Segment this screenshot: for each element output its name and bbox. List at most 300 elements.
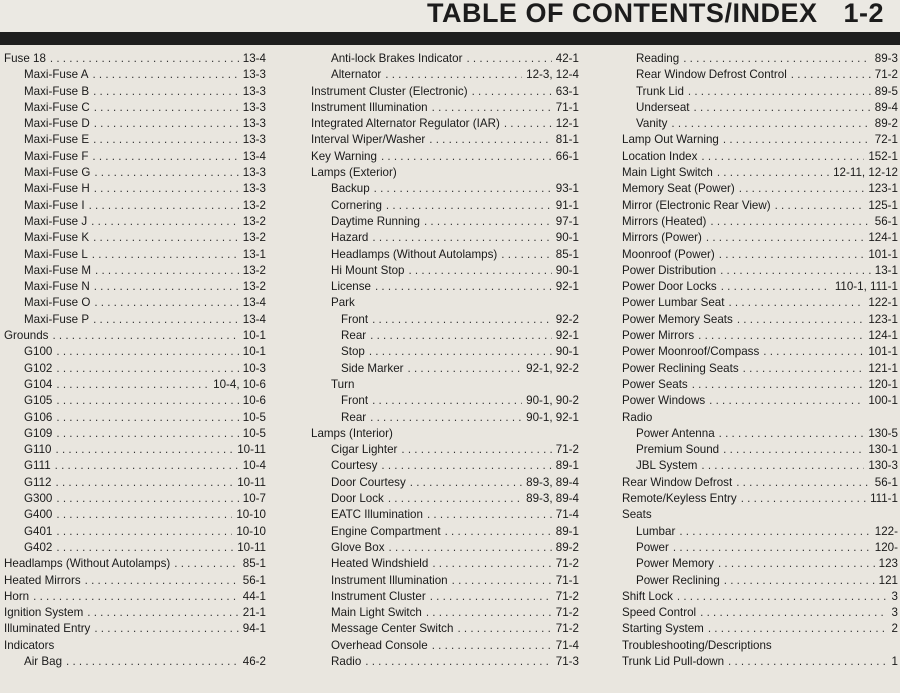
dot-leader [174, 556, 239, 572]
entry-page: 93-1 [555, 182, 579, 196]
dot-leader [426, 605, 552, 621]
entry-page: 71-2 [555, 589, 579, 603]
entry-label: Headlamps (Without Autolamps) [4, 557, 171, 571]
entry-page: 100-1 [868, 394, 898, 408]
entry-page: 85-1 [242, 557, 266, 571]
entry-label: Power Windows [622, 394, 706, 408]
entry-label: G402 [24, 540, 53, 554]
entry-page: 89-1 [555, 524, 579, 538]
dot-leader [791, 67, 871, 83]
dot-leader [430, 589, 552, 605]
entry-page: 71-2 [555, 622, 579, 636]
entry-page: 10-7 [242, 492, 266, 506]
entry-label: EATC Illumination [331, 508, 423, 522]
index-entry [4, 605, 266, 621]
entry-label: Power Memory Seats [622, 312, 733, 326]
entry-page: 3 [891, 589, 898, 603]
entry-page: 10-5 [242, 410, 266, 424]
dot-leader [92, 247, 239, 263]
dot-leader [671, 116, 870, 132]
index-entry [4, 589, 266, 605]
entry-page: 120-1 [868, 377, 898, 391]
entry-page: 2 [891, 622, 898, 636]
entry-page: 13-1 [242, 247, 266, 261]
entry-page: 13-1 [874, 263, 898, 277]
entry-label: Stop [341, 345, 365, 359]
index-entry [4, 51, 266, 67]
entry-label: Hazard [331, 231, 369, 245]
dot-leader [701, 458, 864, 474]
index-entry [4, 377, 266, 393]
entry-label: G100 [24, 345, 53, 359]
entry-page: 89-4 [874, 100, 898, 114]
dot-leader [50, 51, 239, 67]
dot-leader [92, 67, 238, 83]
entry-label: G106 [24, 410, 53, 424]
entry-label: G102 [24, 361, 53, 375]
index-entry [622, 295, 898, 311]
dot-leader [388, 491, 522, 507]
entry-page: 121 [878, 573, 898, 587]
entry-page: 90-1 [555, 231, 579, 245]
entry-label: G109 [24, 426, 53, 440]
dot-leader [706, 230, 864, 246]
dot-leader [775, 198, 865, 214]
index-entry [622, 491, 898, 507]
entry-label: Main Light Switch [331, 606, 422, 620]
dot-leader [92, 149, 238, 165]
index-entry [4, 458, 266, 474]
index-entry [4, 524, 266, 540]
index-entry [622, 442, 898, 458]
entry-page: 123 [878, 557, 898, 571]
entry-page: 13-3 [242, 68, 266, 82]
entry-page: 92-1 [555, 280, 579, 294]
entry-page: 130-1 [868, 443, 898, 457]
entry-label: Front [341, 312, 369, 326]
entry-label: Rear Window Defrost [622, 475, 733, 489]
entry-label: Lamps (Interior) [311, 426, 393, 440]
entry-label: Location Index [622, 149, 698, 163]
index-entry [4, 475, 266, 491]
dot-leader [91, 214, 239, 230]
entry-page: 89-3, 89-4 [526, 492, 579, 506]
entry-label: Hi Mount Stop [331, 263, 405, 277]
index-entry [4, 556, 266, 572]
entry-label: Overhead Console [331, 638, 428, 652]
entry-page: 12-11, 12-12 [833, 166, 898, 180]
entry-label: Backup [331, 182, 370, 196]
index-entry [311, 312, 579, 328]
index-entry [622, 149, 898, 165]
index-entry [622, 361, 898, 377]
index-entry [311, 263, 579, 279]
dot-leader [737, 312, 865, 328]
entry-label: Maxi-Fuse K [24, 231, 90, 245]
entry-page: 10-3 [242, 361, 266, 375]
entry-label: Mirrors (Power) [622, 231, 702, 245]
entry-label: Moonroof (Power) [622, 247, 715, 261]
entry-label: Front [341, 394, 369, 408]
dot-leader [718, 556, 875, 572]
entry-label: Radio [331, 654, 362, 668]
entry-label: Illuminated Entry [4, 622, 91, 636]
entry-label: Park [331, 296, 355, 310]
dot-leader [381, 458, 551, 474]
dot-leader [432, 100, 552, 116]
entry-page: 89-2 [555, 540, 579, 554]
entry-label: Remote/Keyless Entry [622, 492, 737, 506]
index-entry [311, 51, 579, 67]
index-entry [311, 621, 579, 637]
entry-page: 10-10 [236, 524, 266, 538]
entry-label: Maxi-Fuse H [24, 182, 90, 196]
index-entry [622, 475, 898, 491]
index-entry [311, 328, 579, 344]
dot-leader [94, 100, 239, 116]
entry-label: Maxi-Fuse L [24, 247, 88, 261]
index-entry [311, 589, 579, 605]
entry-label: Troubleshooting/Descriptions [622, 638, 772, 652]
index-entry [622, 100, 898, 116]
index-entry [311, 361, 579, 377]
entry-label: Lamps (Exterior) [311, 166, 397, 180]
dot-leader [679, 524, 870, 540]
entry-label: Interval Wiper/Washer [311, 133, 426, 147]
dot-leader [372, 312, 552, 328]
index-entry [311, 279, 579, 295]
entry-page: 152-1 [868, 149, 898, 163]
entry-label: Radio [622, 410, 653, 424]
index-entry [4, 116, 266, 132]
entry-page: 123-1 [868, 312, 898, 326]
index-entry [4, 410, 266, 426]
entry-label: Glove Box [331, 540, 385, 554]
dot-leader [710, 214, 870, 230]
dot-leader [701, 149, 864, 165]
dot-leader [89, 198, 239, 214]
dot-leader [719, 426, 865, 442]
index-entry [4, 621, 266, 637]
entry-label: Power Reclining [636, 573, 720, 587]
entry-label: Power Memory [636, 557, 714, 571]
index-entry [4, 295, 266, 311]
index-entry [311, 295, 579, 311]
entry-page: 10-1 [242, 345, 266, 359]
dot-leader [724, 573, 875, 589]
entry-label: Door Lock [331, 492, 384, 506]
entry-page: 10-5 [242, 426, 266, 440]
entry-page: 90-1 [555, 263, 579, 277]
entry-label: Seats [622, 508, 652, 522]
entry-label: Anti-lock Brakes Indicator [331, 52, 463, 65]
index-entry [622, 67, 898, 83]
index-entry [4, 312, 266, 328]
dot-leader [466, 51, 551, 67]
entry-page: 89-5 [874, 84, 898, 98]
index-entry [311, 149, 579, 165]
entry-label: Speed Control [622, 606, 697, 620]
entry-page: 89-3, 89-4 [526, 475, 579, 489]
entry-label: Maxi-Fuse O [24, 296, 91, 310]
entry-page: 130-3 [868, 459, 898, 473]
entry-label: Headlamps (Without Autolamps) [331, 247, 498, 261]
entry-label: Power Seats [622, 377, 688, 391]
entry-label: Heated Mirrors [4, 573, 81, 587]
dot-leader [56, 507, 232, 523]
title-text: TABLE OF CONTENTS/INDEX [426, 0, 818, 28]
entry-label: Indicators [4, 638, 55, 652]
entry-page: 13-3 [242, 166, 266, 180]
index-entry [4, 328, 266, 344]
entry-page: 13-2 [242, 214, 266, 228]
entry-page: 90-1, 90-2 [526, 394, 579, 408]
dot-leader [56, 344, 238, 360]
entry-page: 71-1 [555, 100, 579, 114]
entry-label: License [331, 280, 371, 294]
entry-page: 56-1 [874, 214, 898, 228]
entry-label: Premium Sound [636, 443, 720, 457]
entry-label: Maxi-Fuse C [24, 100, 90, 114]
index-entry [311, 540, 579, 556]
index-entry [622, 214, 898, 230]
entry-page: 12-3, 12-4 [526, 68, 579, 82]
dot-leader [55, 458, 239, 474]
index-entry [311, 410, 579, 426]
index-entry [4, 165, 266, 181]
dot-leader [445, 524, 552, 540]
dot-leader [720, 263, 871, 279]
entry-label: Shift Lock [622, 589, 673, 603]
entry-page: 13-4 [242, 312, 266, 326]
index-entry [311, 573, 579, 589]
entry-label: Power Door Locks [622, 280, 717, 294]
entry-page: 81-1 [555, 133, 579, 147]
index-column-2 [311, 51, 579, 670]
dot-leader [683, 51, 871, 67]
entry-page: 125-1 [868, 198, 898, 212]
entry-label: Maxi-Fuse J [24, 214, 88, 228]
entry-label: Daytime Running [331, 214, 420, 228]
dot-leader [501, 247, 552, 263]
entry-page: 123-1 [868, 182, 898, 196]
index-entry [4, 149, 266, 165]
index-entry [622, 84, 898, 100]
entry-page: 71-3 [555, 654, 579, 668]
entry-page: 10-11 [237, 475, 266, 489]
entry-label: Rear Window Defrost Control [636, 68, 787, 82]
index-entry [622, 263, 898, 279]
dot-leader [763, 344, 864, 360]
index-entry [622, 132, 898, 148]
index-entry [622, 556, 898, 572]
dot-leader [85, 573, 239, 589]
dot-leader [56, 426, 238, 442]
entry-page: 124-1 [868, 231, 898, 245]
entry-page: 101-1 [868, 345, 898, 359]
entry-label: Power Distribution [622, 263, 717, 277]
entry-page: 124-1 [868, 329, 898, 343]
dot-leader [95, 263, 239, 279]
dot-leader [87, 605, 239, 621]
dot-leader [692, 377, 865, 393]
index-entry [4, 198, 266, 214]
page-header [0, 0, 900, 32]
entry-page: 101-1 [868, 247, 898, 261]
entry-page: 130-5 [868, 426, 898, 440]
dot-leader [429, 132, 552, 148]
index-entry [311, 247, 579, 263]
entry-label: Side Marker [341, 361, 404, 375]
index-entry [622, 638, 898, 654]
entry-label: Instrument Cluster (Electronic) [311, 84, 468, 98]
index-entry [622, 458, 898, 474]
index-entry [622, 621, 898, 637]
entry-label: Power Mirrors [622, 329, 695, 343]
index-entry [4, 361, 266, 377]
dot-leader [743, 361, 865, 377]
dot-leader [386, 198, 552, 214]
index-entry [311, 442, 579, 458]
dot-leader [673, 540, 871, 556]
index-entry [311, 230, 579, 246]
dot-leader [688, 84, 871, 100]
entry-page: 89-2 [874, 117, 898, 131]
dot-leader [56, 410, 238, 426]
entry-page: 10-6 [242, 394, 266, 408]
entry-page: 13-3 [242, 84, 266, 98]
entry-page: 89-3 [874, 52, 898, 65]
index-entry [4, 540, 266, 556]
dot-leader [56, 491, 238, 507]
entry-page: 71-2 [555, 557, 579, 571]
entry-page: 13-2 [242, 231, 266, 245]
entry-page: 21-1 [242, 606, 266, 620]
entry-label: Lamp Out Warning [622, 133, 719, 147]
entry-label: Power Moonroof/Compass [622, 345, 760, 359]
dot-leader [94, 295, 238, 311]
index-entry [622, 344, 898, 360]
entry-label: Mirrors (Heated) [622, 214, 707, 228]
entry-label: Cigar Lighter [331, 443, 398, 457]
dot-leader [424, 214, 552, 230]
entry-label: Instrument Illumination [331, 573, 448, 587]
index-entry [622, 328, 898, 344]
entry-label: JBL System [636, 459, 698, 473]
entry-label: Main Light Switch [622, 166, 713, 180]
index-entry [622, 198, 898, 214]
entry-label: Maxi-Fuse G [24, 166, 91, 180]
entry-label: Maxi-Fuse I [24, 198, 85, 212]
entry-label: Rear [341, 329, 367, 343]
index-entry [622, 165, 898, 181]
index-entry [622, 377, 898, 393]
dot-leader [94, 279, 239, 295]
dot-leader [728, 654, 888, 670]
entry-label: Horn [4, 589, 30, 603]
index-entry [4, 263, 266, 279]
entry-page: 72-1 [874, 133, 898, 147]
entry-label: Lumbar [636, 524, 676, 538]
index-entry [4, 230, 266, 246]
dot-leader [694, 100, 871, 116]
index-entry [311, 654, 579, 670]
index-column-3 [622, 51, 898, 670]
index-entry [311, 181, 579, 197]
entry-page: 10-4, 10-6 [213, 377, 266, 391]
index-entry [311, 475, 579, 491]
entry-label: Memory Seat (Power) [622, 182, 735, 196]
entry-label: Trunk Lid [636, 84, 684, 98]
entry-page: 13-2 [242, 198, 266, 212]
entry-page: 56-1 [874, 475, 898, 489]
dot-leader [94, 621, 238, 637]
entry-label: Courtesy [331, 459, 378, 473]
index-entry [622, 410, 898, 426]
entry-page: 85-1 [555, 247, 579, 261]
entry-page: 44-1 [242, 589, 266, 603]
entry-page: 120- [874, 540, 898, 554]
entry-label: Reading [636, 52, 680, 65]
index-entry [311, 458, 579, 474]
entry-page: 91-1 [555, 198, 579, 212]
index-entry [311, 507, 579, 523]
index-entry [4, 181, 266, 197]
dot-leader [472, 84, 552, 100]
entry-page: 1 [891, 654, 898, 668]
index-entry [622, 230, 898, 246]
entry-page: 13-3 [242, 133, 266, 147]
index-entry [622, 247, 898, 263]
index-entry [4, 491, 266, 507]
entry-page: 10-11 [237, 540, 266, 554]
entry-label: Maxi-Fuse P [24, 312, 90, 326]
dot-leader [723, 442, 864, 458]
entry-page: 13-3 [242, 182, 266, 196]
index-entry [4, 573, 266, 589]
entry-label: G400 [24, 508, 53, 522]
entry-label: G104 [24, 377, 53, 391]
index-entry [4, 344, 266, 360]
dot-leader [427, 507, 552, 523]
entry-label: Maxi-Fuse D [24, 117, 90, 131]
index-entry [311, 100, 579, 116]
index-entry [311, 165, 579, 181]
dot-leader [709, 393, 864, 409]
entry-page: 13-3 [242, 117, 266, 131]
entry-page: 13-4 [242, 149, 266, 163]
entry-page: 97-1 [555, 214, 579, 228]
index-entry [622, 524, 898, 540]
entry-label: Cornering [331, 198, 382, 212]
index-entry [622, 540, 898, 556]
index-entry [311, 426, 579, 442]
index-entry [311, 524, 579, 540]
dot-leader [677, 589, 888, 605]
index-entry [4, 279, 266, 295]
dot-leader [719, 247, 865, 263]
dot-leader [723, 132, 871, 148]
entry-label: Power [636, 540, 669, 554]
index-entry [622, 654, 898, 670]
dot-leader [452, 573, 552, 589]
entry-page: 111-1 [870, 492, 898, 506]
entry-label: Underseat [636, 100, 690, 114]
dot-leader [736, 475, 871, 491]
entry-label: Starting System [622, 622, 704, 636]
dot-leader [66, 654, 239, 670]
entry-page: 92-1, 92-2 [526, 361, 579, 375]
